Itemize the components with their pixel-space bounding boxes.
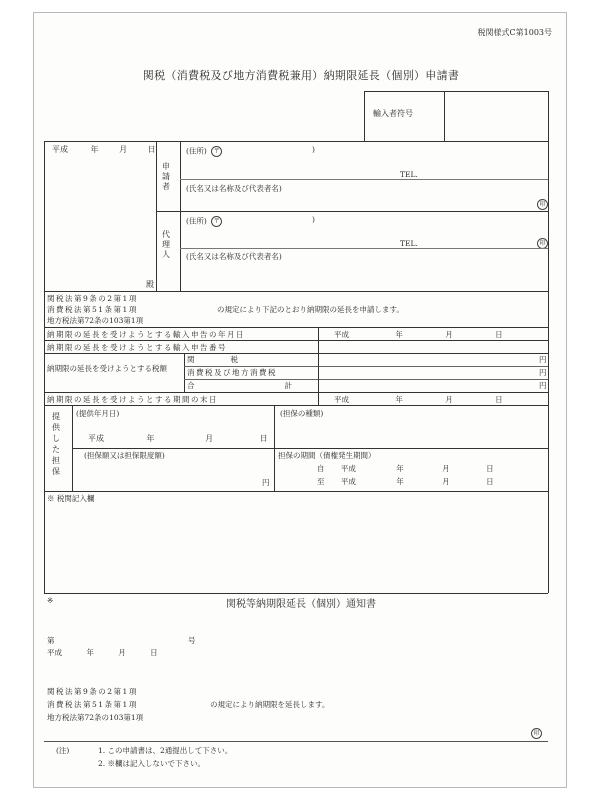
consumption-tax-law-ref: 消費税法第51条第1項 xyxy=(47,305,138,314)
postal-mark-icon: 〒 xyxy=(211,146,222,157)
importer-code-label: 輸入者符号 xyxy=(373,109,413,118)
tax-line-2 xyxy=(184,379,548,380)
main-box-bottom xyxy=(44,593,548,594)
yen-2: 円 xyxy=(539,368,547,377)
import-date-value[interactable]: 平成 年 月 日 xyxy=(334,330,503,339)
agent-address-label: (住所) 〒 xyxy=(186,216,222,227)
security-type-field[interactable] xyxy=(276,420,546,446)
applicant-address-close: ) xyxy=(312,145,315,154)
period-divider xyxy=(318,392,319,405)
importer-code-field[interactable] xyxy=(445,92,547,140)
importer-box-right xyxy=(548,91,549,141)
notice-customs-law-ref: 関税法第9条の2第1項 xyxy=(47,687,138,696)
agent-label: 代 理 人 xyxy=(162,230,170,259)
law-block-bottom xyxy=(44,327,548,328)
import-number-label: 納期限の延長を受けようとする輸入申告番号 xyxy=(47,343,227,352)
request-text: の規定により下記のとおり納期限の延長を申請します。 xyxy=(217,305,404,314)
security-term-label: 担保の期間（債権発生期間） xyxy=(278,451,376,460)
agent-address-close: ) xyxy=(312,215,315,224)
applicant-name-field[interactable] xyxy=(182,193,532,209)
applicant-divider-1 xyxy=(156,141,157,291)
import-date-label: 納期限の延長を受けようとする輸入申告の年月日 xyxy=(47,330,245,339)
tax-value-divider xyxy=(318,353,319,392)
security-type-label: (担保の種類) xyxy=(280,409,324,418)
notice-grant-text: の規定により納期限を延長します。 xyxy=(210,700,330,709)
security-amount-label: (担保額又は担保限度額) xyxy=(84,451,165,460)
applicant-mid-line xyxy=(180,179,548,180)
import-number-field[interactable] xyxy=(320,341,546,352)
tax-amount-label: 納期限の延長を受けようとする税額 xyxy=(47,364,167,373)
notice-number-prefix: 第 xyxy=(47,636,55,645)
notice-local-tax-law-ref: 地方税法第72条の103第1項 xyxy=(47,713,144,722)
period-end-label: 納期限の延長を受けようとする期間の末日 xyxy=(47,395,218,404)
yen-3: 円 xyxy=(539,381,547,390)
security-mid-line xyxy=(72,448,548,449)
form-title: 関税（消費税及び地方消費税兼用）納期限延長（個別）申請書 xyxy=(142,69,460,82)
applicant-agent-separator xyxy=(156,211,548,212)
customs-section-label: ※ 税関記入欄 xyxy=(47,494,95,503)
customs-duty-label: 関税 xyxy=(187,355,274,364)
security-bottom-line xyxy=(44,491,548,492)
note-1: 1. この申請書は、2通提出して下さい。 xyxy=(98,746,233,755)
customs-section-field[interactable] xyxy=(46,505,546,591)
agent-seal-icon: 印 xyxy=(537,238,548,249)
row-line-2 xyxy=(44,353,548,354)
local-tax-law-ref: 地方税法第72条の103第1項 xyxy=(47,316,144,325)
applicant-divider-2 xyxy=(180,141,181,291)
applicant-address-field[interactable] xyxy=(182,157,546,167)
main-box-left xyxy=(44,141,45,593)
notice-date: 平成 年 月 日 xyxy=(47,648,158,657)
row-line-4 xyxy=(44,405,548,406)
applicant-address-label: (住所) 〒 xyxy=(186,146,222,157)
main-box-right xyxy=(548,141,549,593)
importer-box-left xyxy=(364,91,365,141)
period-end-value[interactable]: 平成 年 月 日 xyxy=(334,395,503,404)
agent-name-label: (氏名又は名称及び代表者名) xyxy=(186,252,282,261)
customs-law-ref: 関税法第9条の2第1項 xyxy=(47,294,138,303)
applicant-label: 申 請 者 xyxy=(162,162,170,191)
applicant-tel-label: TEL. xyxy=(400,170,418,179)
main-box-top xyxy=(44,141,548,142)
agent-mid-line xyxy=(180,248,548,249)
security-yen: 円 xyxy=(262,478,270,487)
notice-bottom-line xyxy=(44,741,548,742)
agent-tel-label: TEL. xyxy=(400,239,418,248)
total-label: 合計 xyxy=(187,381,382,390)
notice-consumption-tax-law-ref: 消費税法第51条第1項 xyxy=(47,700,138,709)
form-number: 税関様式C第1003号 xyxy=(477,28,552,37)
addressee-label: 殿 xyxy=(146,280,154,289)
applicant-name-label: (氏名又は名称及び代表者名) xyxy=(186,184,282,193)
agent-name-field[interactable] xyxy=(182,263,546,289)
security-bottom-divider xyxy=(274,448,275,491)
note-2: 2. ※欄は記入しないで下さい。 xyxy=(98,759,206,768)
notice-mark: ※ xyxy=(47,596,54,605)
tax-divider xyxy=(184,353,185,392)
agent-address-field[interactable] xyxy=(182,227,546,237)
notice-title: 関税等納期限延長（個別）通知書 xyxy=(226,599,376,610)
provided-date-value[interactable]: 平成 年 月 日 xyxy=(88,434,268,443)
applicant-block-bottom xyxy=(44,291,548,292)
notes-label: (注) xyxy=(56,746,70,755)
consumption-tax-label: 消費税及び地方消費税 xyxy=(187,368,277,377)
form-page xyxy=(33,12,567,788)
term-to-row[interactable]: 至 平成 年 月 日 xyxy=(317,477,494,486)
applicant-seal-icon: 印 xyxy=(537,199,548,210)
application-date: 平成 年 月 日 xyxy=(52,145,156,154)
security-amount-field[interactable] xyxy=(74,462,259,489)
security-top-divider xyxy=(274,405,275,448)
term-from-row[interactable]: 自 平成 年 月 日 xyxy=(317,464,494,473)
tax-line-1 xyxy=(184,366,548,367)
row-line-3 xyxy=(44,392,548,393)
yen-1: 円 xyxy=(539,355,547,364)
security-side-label: 提 供 し た 担 保 xyxy=(52,412,60,476)
provided-date-label: (提供年月日) xyxy=(76,409,120,418)
notice-number-suffix: 号 xyxy=(188,636,196,645)
notice-seal-icon: 印 xyxy=(531,728,542,739)
postal-mark-icon: 〒 xyxy=(211,216,222,227)
